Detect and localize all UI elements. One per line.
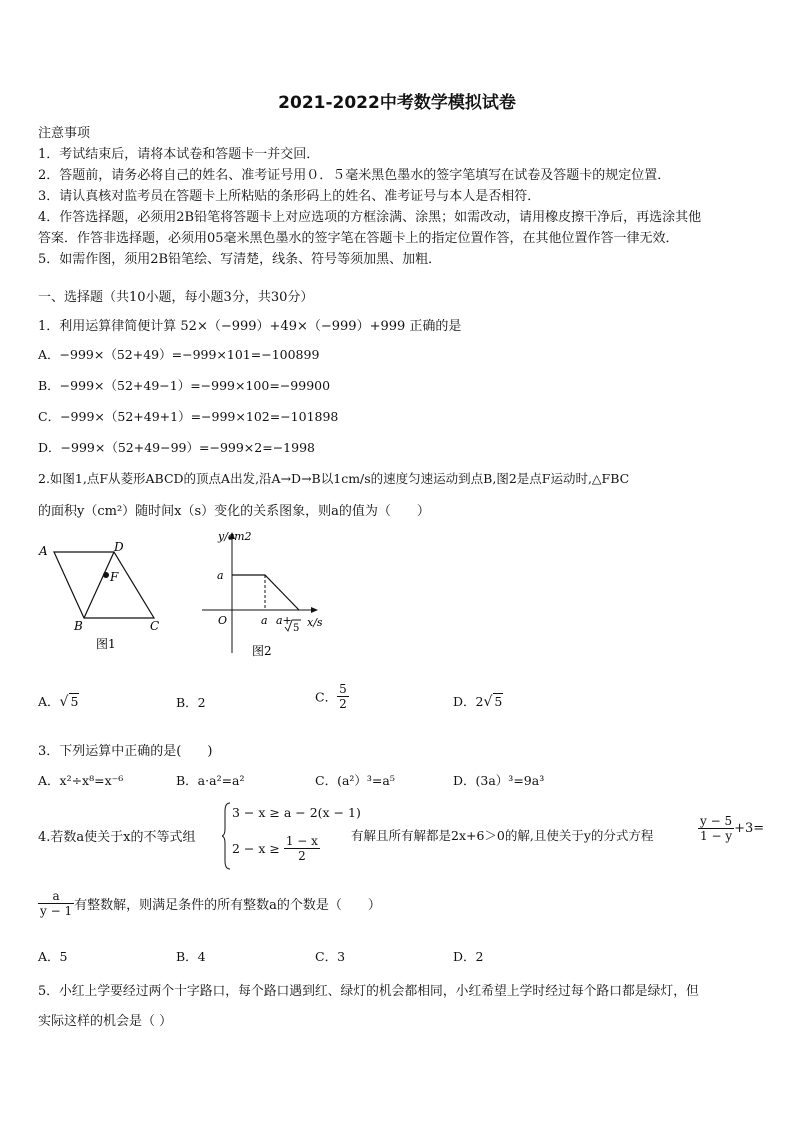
question-2-stem-line2: 的面积y（cm²）随时间x（s）变化的关系图象，则a的值为（ ） xyxy=(38,504,430,519)
question-4-line2: $\frac{a}{y - 1}$ 有整数解，则满足条件的所有整数a的个数是（ ） xyxy=(40,889,381,918)
rhombus-abcd xyxy=(54,552,154,618)
label-root5: 5 xyxy=(293,623,300,634)
q3-option-d: D．(3a）³=9a³ xyxy=(453,773,545,788)
question-4-prefix: 4.若数a使关于x的不等式组 xyxy=(38,830,196,845)
q4-option-a: A．5 xyxy=(38,949,68,964)
label-f: F xyxy=(110,570,119,584)
q3-option-c: C．(a²）³=a⁵ xyxy=(315,773,395,788)
figure-2-caption: 图2 xyxy=(252,644,272,658)
label-a-plus: a+ xyxy=(276,614,292,627)
notice-item: 5．如需作图，须用2B铅笔绘、写清楚，线条、符号等须加黑、加粗． xyxy=(38,252,442,267)
q1-option-c: C．−999×（52+49+1）=−999×102=−101898 xyxy=(38,409,339,424)
question-5-line1: 5．小红上学要经过两个十字路口，每个路口遇到红、绿灯的机会都相同，小红希望上学时经过每个路口都是绿灯，但 xyxy=(38,984,699,999)
inequality-1: 3 − x ≥ a − 2(x − 1) xyxy=(232,805,361,820)
figure-1-caption: 图1 xyxy=(96,637,116,651)
x-axis-label: x/s xyxy=(307,616,323,629)
label-a-left: a xyxy=(217,569,224,582)
q3-option-b: B．a·a²=a² xyxy=(176,773,245,788)
q4-option-b: B．4 xyxy=(176,949,206,964)
question-4-middle: 有解且所有解都是2x+6＞0的解,且使关于y的分式方程 xyxy=(351,828,654,843)
label-c: C xyxy=(150,619,160,633)
notice-item: 3．请认真核对监考员在答题卡上所粘贴的条形码上的姓名、准考证号与本人是否相符． xyxy=(38,189,541,204)
q2-option-a: A．√ 5 xyxy=(38,694,79,710)
q2-option-b: B．2 xyxy=(176,695,206,710)
question-3-stem: 3．下列运算中正确的是( ) xyxy=(38,744,213,759)
question-5-line2: 实际这样的机会是（ ） xyxy=(38,1014,173,1029)
notice-heading: 注意事项 xyxy=(38,126,91,141)
q4-option-c: C．3 xyxy=(315,949,346,964)
q1-option-d: D．−999×（52+49−99）=−999×2=−1998 xyxy=(38,440,315,455)
q1-option-a: A．−999×（52+49）=−999×101=−100899 xyxy=(38,347,320,362)
y-axis-label: y/cm2 xyxy=(218,530,252,543)
system-brace xyxy=(222,801,232,871)
section-heading: 一、选择题（共10小题，每小题3分，共30分） xyxy=(38,290,314,305)
page-title: 2021-2022中考数学模拟试卷 xyxy=(278,93,516,113)
question-2-stem-line1: 2.如图1,点F从菱形ABCD的顶点A出发,沿A→D→B以1cm/s的速度匀速运动到点B,图2是点F运动时,△FBC xyxy=(38,471,630,486)
x-axis-arrow xyxy=(311,607,318,613)
label-a-bottom: a xyxy=(261,614,268,627)
q4-option-d: D．2 xyxy=(453,949,484,964)
label-a: A xyxy=(39,544,48,558)
inequality-2: 2 − x ≥ $\frac{1 - x}{2}$ xyxy=(232,834,318,863)
label-b: B xyxy=(74,619,83,633)
figure-2-graph xyxy=(196,528,336,663)
notice-item: 1．考试结束后，请将本试卷和答题卡一并交回． xyxy=(38,147,320,162)
notice-item: 4．作答选择题，必须用2B铅笔将答题卡上对应选项的方框涂满、涂黑；如需改动，请用橡皮擦干净后，再选涂其他 xyxy=(38,210,702,225)
q2-option-d: D．2√ 5 xyxy=(453,694,503,710)
diagonal-db xyxy=(84,552,114,618)
figure-1-rhombus xyxy=(34,538,164,653)
point-f xyxy=(103,572,109,578)
label-d: D xyxy=(114,540,124,554)
q3-option-a: A．x²÷x⁸=x⁻⁶ xyxy=(38,773,124,788)
fraction-equation: $\frac{y - 5}{1 - y}$ +3= xyxy=(700,814,765,843)
origin-label: O xyxy=(218,614,228,627)
notice-item: 2．答题前，请务必将自己的姓名、准考证号用０．５毫米黑色墨水的签字笔填写在试卷及答题卡的规定位置． xyxy=(38,168,671,183)
q1-option-b: B．−999×（52+49−1）=−999×100=−99900 xyxy=(38,378,331,393)
notice-item: 答案．作答非选择题，必须用05毫米黑色墨水的签字笔在答题卡上的指定位置作答，在其他位置作答一律无效． xyxy=(38,231,679,246)
question-1-stem: 1．利用运算律简便计算 52×（−999）+49×（−999）+999 正确的是 xyxy=(38,319,462,334)
q2-option-c: C． $\frac{5}{2}$ xyxy=(315,682,347,711)
